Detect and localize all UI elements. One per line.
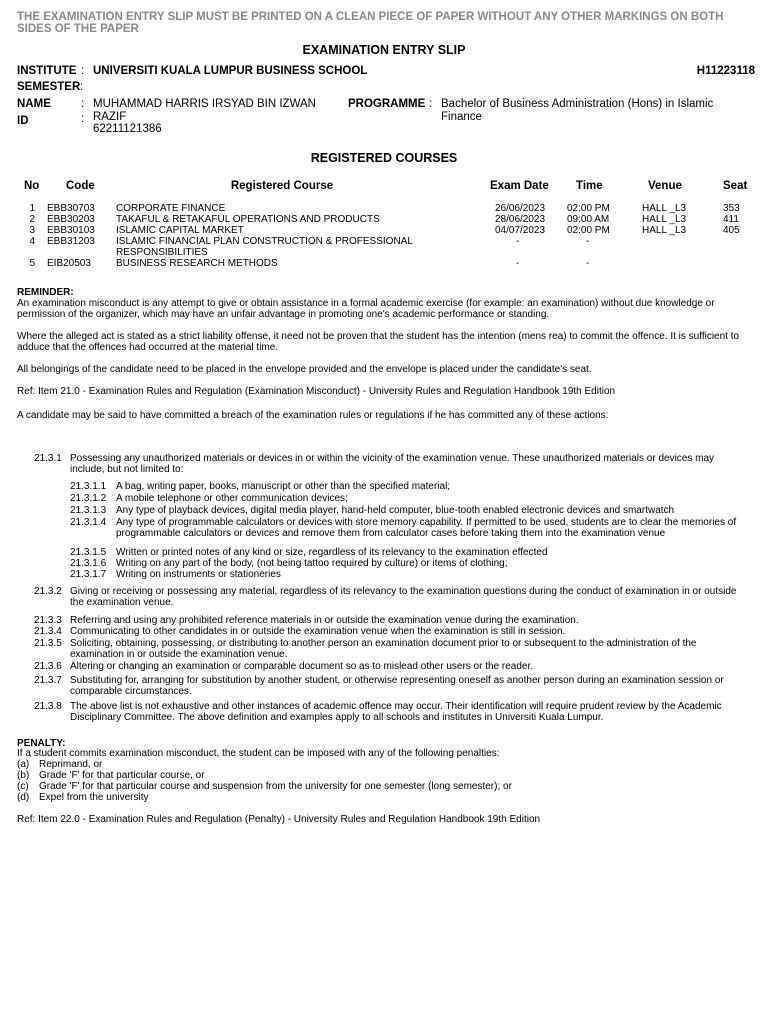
- row-code: EBB30203: [47, 214, 95, 225]
- rule-text: Soliciting, obtaining, possessing, or distributing to another person an examination document prior to or subsequent to the administration of the examination in or outside the examination venue.: [70, 638, 697, 660]
- rule-text: Communicating to other candidates in or outside the examination venue when the examination is still in session.: [70, 626, 566, 637]
- rule-number: 21.3.1: [34, 453, 62, 464]
- subrule-text: Written or printed notes of any kind or size, regardless of its relevancy to the examination effected: [116, 547, 548, 558]
- subrule-text: A mobile telephone or other communication devices;: [116, 493, 348, 504]
- id-value: 62211121386: [93, 123, 162, 135]
- subrule-text: Any type of programmable calculators or devices with store memory capability. If permitted to be used, students are to clear the memories of programmable calculators or devices and remove them from calculator cases before taking them into the examination venue: [116, 517, 737, 539]
- reminder-paragraph: All belongings of the candidate need to be placed in the envelope provided and the envelope is placed under the candidate's seat.: [17, 364, 592, 375]
- rule-number: 21.3.3: [34, 615, 62, 626]
- semester-colon: :: [80, 81, 84, 93]
- subrule-text: Any type of playback devices, digital media player, hand-held computer, blue-tooth enabled electronic devices and smartwatch: [116, 505, 675, 516]
- programme-label: PROGRAMME: [348, 98, 426, 110]
- row-code: EIB20503: [47, 258, 91, 269]
- print-notice: THE EXAMINATION ENTRY SLIP MUST BE PRINTED ON A CLEAN PIECE OF PAPER WITHOUT ANY OTHER MARKINGS ON BOTH SIDES OF THE PAPER: [17, 11, 724, 35]
- penalty-item: Grade 'F' for that particular course and suspension from the university for one semester (long semester); or: [39, 781, 512, 792]
- rule-number: 21.3.6: [34, 661, 62, 672]
- subrule-number: 21.3.1.4: [70, 517, 107, 528]
- subrule-number: 21.3.1.6: [70, 558, 107, 569]
- reminder-reference: Ref: Item 21.0 - Examination Rules and Regulation (Examination Misconduct) - University Rules and Regulation Handbook 19th Edition: [17, 386, 616, 397]
- institute-value: UNIVERSITI KUALA LUMPUR BUSINESS SCHOOL: [93, 65, 368, 77]
- name-value: MUHAMMAD HARRIS IRSYAD BIN IZWAN RAZIF: [93, 98, 316, 123]
- slip-code: H11223118: [696, 65, 755, 77]
- row-seat: 353: [723, 203, 740, 214]
- rule-text: Possessing any unauthorized materials or devices in or within the vicinity of the examination venue. These unauthorized materials or devices may include, but not limited to:: [70, 453, 715, 475]
- name-label: NAME: [17, 98, 51, 110]
- reminder-heading: REMINDER:: [17, 287, 74, 298]
- row-time: 09:00 AM: [567, 214, 610, 225]
- row-venue: HALL _L3: [642, 203, 687, 214]
- col-venue: Venue: [648, 180, 682, 192]
- penalty-heading: PENALTY:: [17, 738, 66, 749]
- penalty-mark: (c): [17, 781, 29, 792]
- reminder-paragraph: Where the alleged act is stated as a strict liability offense, it need not be proven that the student has the intention (mens rea) to commit the offence. It is sufficient to adduce that the offences had occurred at the material time.: [17, 331, 740, 353]
- row-code: EBB30103: [47, 225, 95, 236]
- row-date: -: [516, 236, 520, 247]
- name-colon: :: [81, 98, 85, 110]
- row-time: 02:00 PM: [567, 225, 610, 236]
- row-code: EBB30703: [47, 203, 95, 214]
- rule-text: Giving or receiving or possessing any material, regardless of its relevancy to the examination questions during the conduct of examination in or outside the examination venue.: [70, 586, 737, 608]
- rule-number: 21.3.8: [34, 701, 62, 712]
- rule-text: Altering or changing an examination or comparable document so as to mislead other users or the reader.: [70, 661, 534, 672]
- penalty-intro: If a student commits examination misconduct, the student can be imposed with any of the following penalties:: [17, 748, 500, 759]
- row-date: -: [516, 258, 520, 269]
- col-date: Exam Date: [490, 180, 549, 192]
- reminder-paragraph: An examination misconduct is any attempt to give or obtain assistance in a formal academic exercise (for example: an examination) without due knowledge or permission of the organizer, which may have an unfair advantage in promoting one's academic performance or standing.: [17, 298, 715, 320]
- subrule-text: Writing on instruments or stationeries: [116, 569, 281, 580]
- institute-label: INSTITUTE: [17, 65, 77, 77]
- page-title: EXAMINATION ENTRY SLIP: [302, 43, 466, 57]
- subrule-text: Writing on any part of the body, (not being tattoo required by culture) or items of clothing;: [116, 558, 508, 569]
- penalty-reference: Ref: Item 22.0 - Examination Rules and Regulation (Penalty) - University Rules and Regulation Handbook 19th Edition: [17, 814, 541, 825]
- courses-title: REGISTERED COURSES: [310, 151, 458, 165]
- programme-colon: :: [429, 98, 433, 110]
- row-date: 28/06/2023: [495, 214, 546, 225]
- row-no: 5: [29, 258, 35, 269]
- subrule-number: 21.3.1.7: [70, 569, 107, 580]
- row-date: 04/07/2023: [495, 225, 546, 236]
- subrule-number: 21.3.1.1: [70, 481, 107, 492]
- subrule-number: 21.3.1.5: [70, 547, 107, 558]
- row-course: TAKAFUL & RETAKAFUL OPERATIONS AND PRODUCTS: [116, 214, 380, 225]
- penalty-item: Reprimand, or: [39, 759, 103, 770]
- rule-number: 21.3.2: [34, 586, 62, 597]
- programme-value: Bachelor of Business Administration (Hons) in Islamic Finance: [441, 98, 714, 123]
- col-course: Registered Course: [230, 180, 334, 192]
- penalty-item: Expel from the university: [39, 792, 149, 803]
- col-no: No: [24, 180, 40, 192]
- row-course: BUSINESS RESEARCH METHODS: [116, 258, 278, 269]
- id-label: ID: [17, 115, 29, 127]
- row-seat: 405: [723, 225, 740, 236]
- subrule-text: A bag, writing paper, books, manuscript or other than the specified material;: [116, 481, 451, 492]
- row-no: 4: [29, 236, 35, 247]
- penalty-mark: (d): [17, 792, 30, 803]
- rule-text: Referring and using any prohibited reference materials in or outside the examination venue during the examination.: [70, 615, 579, 626]
- rule-text: The above list is not exhaustive and other instances of academic offence may occur. Their identification will require prudent review by the Academic Disciplinary Committee. The above definition and examples apply to all schools and institutes in Universiti Kuala Lumpur.: [70, 701, 722, 723]
- row-venue: HALL _L3: [642, 225, 687, 236]
- rule-number: 21.3.4: [34, 626, 62, 637]
- col-code: Code: [66, 180, 95, 192]
- subrule-number: 21.3.1.2: [70, 493, 107, 504]
- row-course: CORPORATE FINANCE: [116, 203, 226, 214]
- id-colon: :: [81, 113, 85, 125]
- reminder-paragraph: A candidate may be said to have committed a breach of the examination rules or regulations if he has committed any of these actions:: [17, 410, 609, 421]
- col-time: Time: [576, 180, 603, 192]
- subrule-number: 21.3.1.3: [70, 505, 107, 516]
- rule-text: Substituting for, arranging for substitution by another student, or otherwise representing oneself as another person during an examination session or comparable circumstances.: [70, 675, 724, 697]
- row-time: 02:00 PM: [567, 203, 610, 214]
- col-seat: Seat: [723, 180, 748, 192]
- semester-label: SEMESTER: [17, 81, 81, 93]
- penalty-item: Grade 'F' for that particular course, or: [39, 770, 205, 781]
- institute-colon: :: [81, 65, 85, 77]
- penalty-mark: (b): [17, 770, 30, 781]
- rule-number: 21.3.7: [34, 675, 62, 686]
- row-time: -: [586, 258, 590, 269]
- row-code: EBB31203: [47, 236, 95, 247]
- row-date: 26/06/2023: [495, 203, 546, 214]
- row-no: 3: [29, 225, 35, 236]
- penalty-mark: (a): [17, 759, 30, 770]
- row-course: ISLAMIC FINANCIAL PLAN CONSTRUCTION & PROFESSIONAL RESPONSIBILITIES: [116, 236, 413, 258]
- row-course: ISLAMIC CAPITAL MARKET: [116, 225, 244, 236]
- row-time: -: [586, 236, 590, 247]
- row-venue: HALL _L3: [642, 214, 687, 225]
- row-seat: 411: [723, 214, 739, 225]
- row-no: 1: [29, 203, 35, 214]
- row-no: 2: [29, 214, 35, 225]
- rule-number: 21.3.5: [34, 638, 62, 649]
